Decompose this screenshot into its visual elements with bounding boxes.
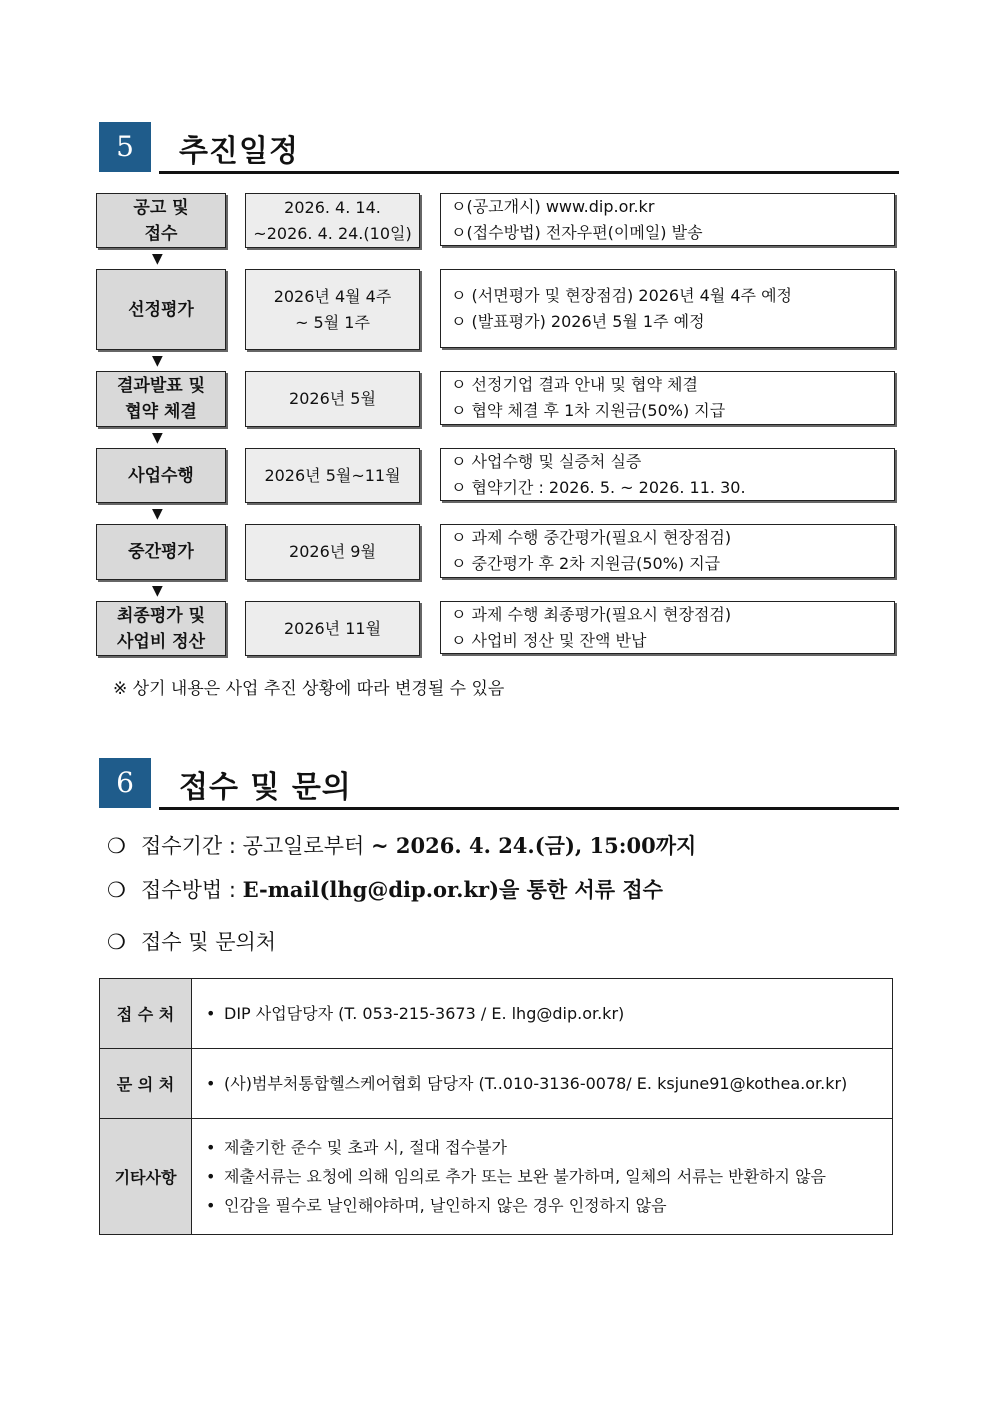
bullet-dot-icon: •	[206, 1167, 216, 1186]
step-description	[440, 601, 895, 654]
section-underline	[159, 171, 899, 174]
step-description-line: ㅇ(접수방법) 전자우편(이메일) 발송	[451, 222, 703, 242]
row-header: 기타사항	[100, 1119, 192, 1235]
down-arrow-icon: ▼	[152, 353, 163, 369]
section-header-contact	[99, 758, 899, 808]
section-number: 6	[99, 758, 151, 808]
row-line: DIP 사업담당자 (T. 053-215-3673 / E. lhg@dip.or.kr)	[224, 1004, 625, 1023]
circle-bullet-icon: ❍	[107, 878, 126, 902]
period-value: ~ 2026. 4. 24.(금), 15:00까지	[370, 833, 697, 858]
row-line: (사)범부처통합헬스케어협회 담당자 (T..010-3136-0078/ E. ksjune91@kothea.or.kr)	[224, 1074, 848, 1093]
bullet-period	[107, 830, 696, 860]
section-title: 접수 및 문의	[179, 770, 352, 805]
step-description-line: ㅇ 협약 체결 후 1차 지원금(50%) 지급	[451, 401, 726, 420]
table-row	[100, 1119, 893, 1235]
step-description-line: ㅇ (발표평가) 2026년 5월 1주 예정	[451, 311, 705, 331]
row-header: 문 의 처	[100, 1049, 192, 1119]
step-date: 2026년 9월	[245, 524, 420, 580]
step-date: 2026년 11월	[245, 601, 420, 656]
period-label: 접수기간 : 공고일로부터	[141, 834, 365, 858]
schedule-note: ※ 상기 내용은 사업 추진 상황에 따라 변경될 수 있음	[113, 679, 505, 699]
step-description-line: ㅇ 과제 수행 중간평가(필요시 현장점검)	[451, 528, 732, 547]
row-value	[192, 1049, 893, 1119]
row-line: 인감을 필수로 날인해야하며, 날인하지 않은 경우 인정하지 않음	[224, 1196, 667, 1215]
bullet-dot-icon: •	[206, 1138, 216, 1157]
step-description	[440, 269, 895, 348]
step-description-line: ㅇ (서면평가 및 현장점검) 2026년 4월 4주 예정	[451, 285, 793, 305]
step-description	[440, 524, 895, 578]
row-value	[192, 1119, 893, 1235]
down-arrow-icon: ▼	[152, 506, 163, 522]
bullet-inquiry	[107, 926, 276, 956]
step-name: 결과발표 및 협약 체결	[96, 371, 226, 427]
row-value	[192, 979, 893, 1049]
section-title: 추진일정	[179, 134, 299, 169]
inquiry-label: 접수 및 문의처	[141, 930, 277, 954]
step-description-line: ㅇ 사업비 정산 및 잔액 반납	[451, 630, 647, 650]
step-description-line: ㅇ(공고개시) www.dip.or.kr	[451, 196, 655, 216]
step-description	[440, 448, 895, 501]
row-header: 접 수 처	[100, 979, 192, 1049]
bullet-method	[107, 874, 663, 904]
step-description-line: ㅇ 중간평가 후 2차 지원금(50%) 지급	[451, 554, 721, 573]
section-header-schedule	[99, 122, 899, 172]
down-arrow-icon: ▼	[152, 583, 163, 599]
down-arrow-icon: ▼	[152, 430, 163, 446]
method-label: 접수방법 :	[141, 878, 236, 902]
step-description-line: ㅇ 사업수행 및 실증처 실증	[451, 451, 642, 471]
row-line: 제출서류는 요청에 의해 임의로 추가 또는 보완 불가하며, 일체의 서류는 반환하지 않음	[224, 1167, 826, 1186]
step-date: 2026. 4. 14. ~2026. 4. 24.(10일)	[245, 193, 420, 248]
table-row	[100, 1049, 893, 1119]
step-date: 2026년 4월 4주 ~ 5월 1주	[245, 269, 420, 350]
step-description-line: ㅇ 협약기간 : 2026. 5. ~ 2026. 11. 30.	[451, 477, 746, 497]
bullet-dot-icon: •	[206, 1004, 216, 1023]
row-line: 제출기한 준수 및 초과 시, 절대 접수불가	[224, 1138, 507, 1157]
step-name: 공고 및 접수	[96, 193, 226, 248]
contact-table	[99, 978, 893, 1235]
method-value: E-mail(lhg@dip.or.kr)을 통한 서류 접수	[242, 877, 663, 902]
step-description	[440, 371, 895, 425]
table-row	[100, 979, 893, 1049]
bullet-dot-icon: •	[206, 1074, 216, 1093]
step-description-line: ㅇ 선정기업 결과 안내 및 협약 체결	[451, 375, 698, 394]
down-arrow-icon: ▼	[152, 251, 163, 267]
step-name: 선정평가	[96, 269, 226, 350]
bullet-dot-icon: •	[206, 1196, 216, 1215]
step-description-line: ㅇ 과제 수행 최종평가(필요시 현장점검)	[451, 604, 732, 624]
circle-bullet-icon: ❍	[107, 834, 126, 858]
step-date: 2026년 5월~11월	[245, 448, 420, 503]
step-name: 사업수행	[96, 448, 226, 503]
section-underline	[159, 807, 899, 810]
step-name: 중간평가	[96, 524, 226, 580]
step-date: 2026년 5월	[245, 371, 420, 427]
circle-bullet-icon: ❍	[107, 930, 126, 954]
section-number: 5	[99, 122, 151, 172]
step-description	[440, 193, 895, 246]
step-name: 최종평가 및 사업비 정산	[96, 601, 226, 656]
